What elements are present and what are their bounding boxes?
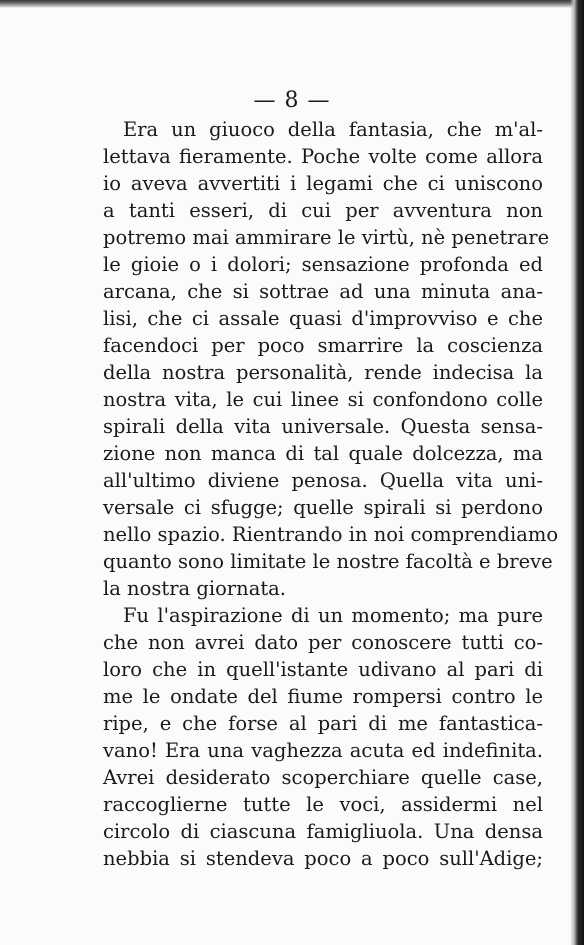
text-line: nello spazio. Rientrando in noi comprendiamo (103, 523, 559, 546)
text-line: facendoci per poco smarrire la coscienza (103, 334, 543, 357)
text-line: versale ci sfugge; quelle spirali si perdono (103, 496, 543, 519)
text-line: Avrei desiderato scoperchiare quelle case, (103, 766, 543, 789)
text-line: arcana, che si sottrae ad una minuta ana- (103, 280, 543, 303)
text-line: me le ondate del fiume rompersi contro le (103, 685, 543, 708)
text-line: Era un giuoco della fantasia, che m'al- (123, 118, 543, 141)
text-line: potremo mai ammirare le virtù, nè penetrare (103, 226, 550, 249)
text-line: della nostra personalità, rende indecisa la (103, 361, 543, 384)
text-line: circolo di ciascuna famigliuola. Una densa (103, 820, 543, 843)
text-line: quanto sono limitate le nostre facoltà e breve (103, 550, 553, 573)
text-line: io aveva avvertiti i legami che ci uniscono (103, 172, 543, 195)
page-number: — 8 — (253, 88, 331, 113)
text-line: nebbia si stendeva poco a poco sull'Adige; (103, 847, 543, 870)
text-line: ripe, e che forse al pari di me fantastica- (103, 712, 543, 735)
text-line: la nostra giornata. (103, 577, 286, 600)
text-line: a tanti esseri, di cui per avventura non (103, 199, 543, 222)
paragraph-1 (103, 116, 559, 602)
text-line: all'ultimo diviene penosa. Quella vita uni- (103, 469, 543, 492)
text-line: vano! Era una vaghezza acuta ed indefinita. (103, 739, 543, 762)
page-top-edge-shadow (0, 0, 584, 8)
text-line: le gioie o i dolori; sensazione profonda ed (103, 253, 543, 276)
text-line: zione non manca di tal quale dolcezza, ma (103, 442, 543, 465)
body-text (103, 116, 559, 872)
paragraph-2 (103, 602, 543, 872)
text-line: che non avrei dato per conoscere tutti co- (103, 631, 543, 654)
text-line: spirali della vita universale. Questa sensa- (103, 415, 543, 438)
text-line: nostra vita, le cui linee si confondono colle (103, 388, 543, 411)
text-line: Fu l'aspirazione di un momento; ma pure (123, 604, 543, 627)
text-line: raccoglierne tutte le voci, assidermi nel (103, 793, 543, 816)
text-line: lettava fieramente. Poche volte come allora (103, 145, 543, 168)
page-right-edge-shadow (570, 0, 584, 945)
text-line: loro che in quell'istante udivano al pari di (103, 658, 543, 681)
text-line: lisi, che ci assale quasi d'improvviso e che (103, 307, 543, 330)
